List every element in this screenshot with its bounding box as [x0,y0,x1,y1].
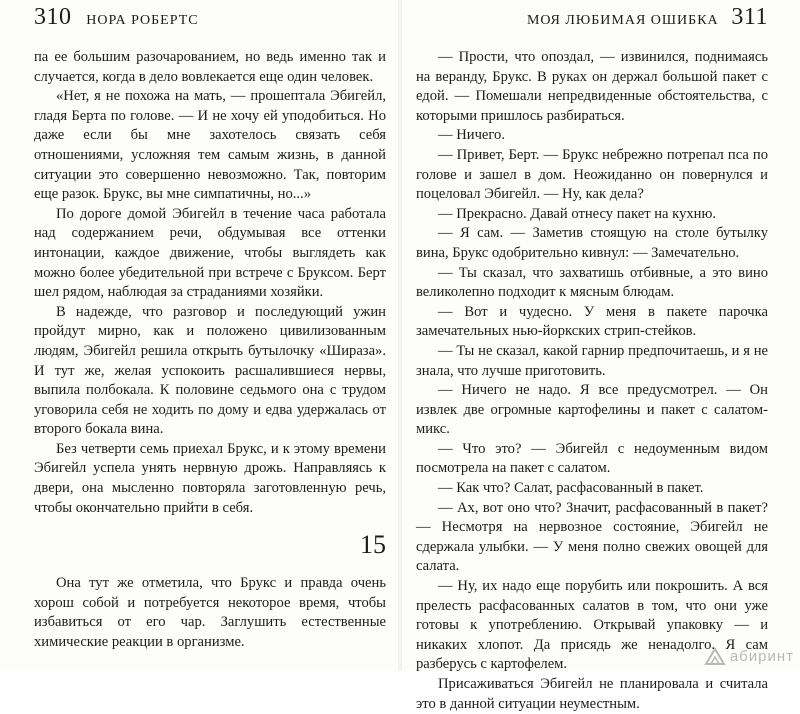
chapter-number: 15 [360,530,386,560]
paragraph: «Нет, я не похожа на мать, — прошептала Эбигейл, гладя Берта по голове. — И не хочу ей уподобиться. Но даже если бы мне захотелось связать себя отношениями, усложняя тем самым жизнь, в данной ситуации это совершенно невозможно. Так, повторим еще разок. Брукс, вы мне симпатичны, но...» [34,88,386,203]
watermark [704,647,794,665]
paragraph: — Ах, вот оно что? Значит, расфасованный в пакет? — Несмотря на нервозное состояние, Эбигейл не сдержала улыбки. — У меня полно свежих овощей для салата. [416,499,768,575]
page-gutter [398,0,402,671]
paragraph: — Ничего. [438,127,505,144]
right-page-body [416,48,768,714]
paragraph: — Прости, что опоздал, — извинился, поднимаясь на веранду, Брукс. В руках он держал большой пакет с едой. — Помешали непредвиденные обстоятельства, с которыми пришлось разбираться. [416,49,768,124]
paragraph: Без четверти семь приехал Брукс, и к этому времени Эбигейл успела унять нервную дрожь. Направляясь к двери, она мысленно повторяла заготовленную речь, чтобы окончательно прийти в себя. [34,440,386,516]
left-page-body [34,48,386,653]
paragraph: — Привет, Берт. — Брукс небрежно потрепал пса по голове и зашел в дом. Неожиданно он повернулся и поцеловал Эбигейл. — Ну, как дела? [416,146,768,203]
paragraph: — Ты сказал, что захватишь отбивные, а это вино великолепно подходит к мясным блюдам. [416,264,768,301]
paragraph: — Как что? Салат, расфасованный в пакет. [438,480,704,497]
right-running-head: МОЯ ЛЮБИМАЯ ОШИБКА [526,13,719,28]
left-page-number: 310 [34,4,72,30]
paragraph: Она тут же отметила, что Брукс и правда очень хорош собой и потребуется некоторое время, чтобы избавиться от его чар. Заглушить естественные химические реакции в организме. [34,575,386,651]
paragraph: — Ничего не надо. Я все предусмотрел. — Он извлек две огромные картофелины и пакет с салатом-микс. [416,382,768,438]
paragraph: В надежде, что разговор и последующий ужин пройдут мирно, как и положено цивилизованным людям, Эбигейл решила открыть бутылочку «Шираза». И тут же, желая успокоить расшалившиеся нервы, выпила полбокала. К половине седьмого она с трудом уговорила себя не ходить по дому и едва удержалась от второго бокала вина. [34,303,386,438]
paragraph: — Что это? — Эбигейл с недоуменным видом посмотрела на пакет с салатом. [416,440,768,477]
paragraph: — Я сам. — Заметив стоящую на столе бутылку вина, Брукс одобрительно кивнул: — Замечательно. [416,225,768,261]
right-page-number: 311 [731,4,768,30]
paragraph: — Ты не сказал, какой гарнир предпочитаешь, и я не знала, что лучше приготовить. [416,342,768,379]
labirint-logo-icon [704,647,726,665]
paragraph: Присаживаться Эбигейл не планировала и считала это в данной ситуации неуместным. [416,676,768,712]
left-running-head: НОРА РОБЕРТС [86,13,199,28]
left-running-header [34,4,199,31]
right-running-header [527,4,768,31]
paragraph: — Прекрасно. Давай отнесу пакет на кухню. [438,205,717,222]
paragraph: — Ну, их надо еще порубить или покрошить. А вся прелесть расфасованных салатов в том, что они уже готовы к употреблению. Открывай упаковку — и никаких хлопот. Да присядь же ненадолго. Я сам разберусь с картофелем. [416,578,768,673]
paragraph: По дороге домой Эбигейл в течение часа работала над содержанием речи, обдумывая все оттенки интонации, каждое движение, чтобы выглядеть как можно более убедительной при встрече с Бруксом. Берт шел рядом, наблюдая за страданиями хозяйки. [34,205,386,301]
paragraph: па ее большим разочарованием, но ведь именно так и случается, когда в дело вовлекается еще один человек. [34,49,386,85]
paragraph: — Вот и чудесно. У меня в пакете парочка замечательных нью-йоркских стрип-стейков. [416,303,768,340]
watermark-text: абиринт [729,647,794,665]
